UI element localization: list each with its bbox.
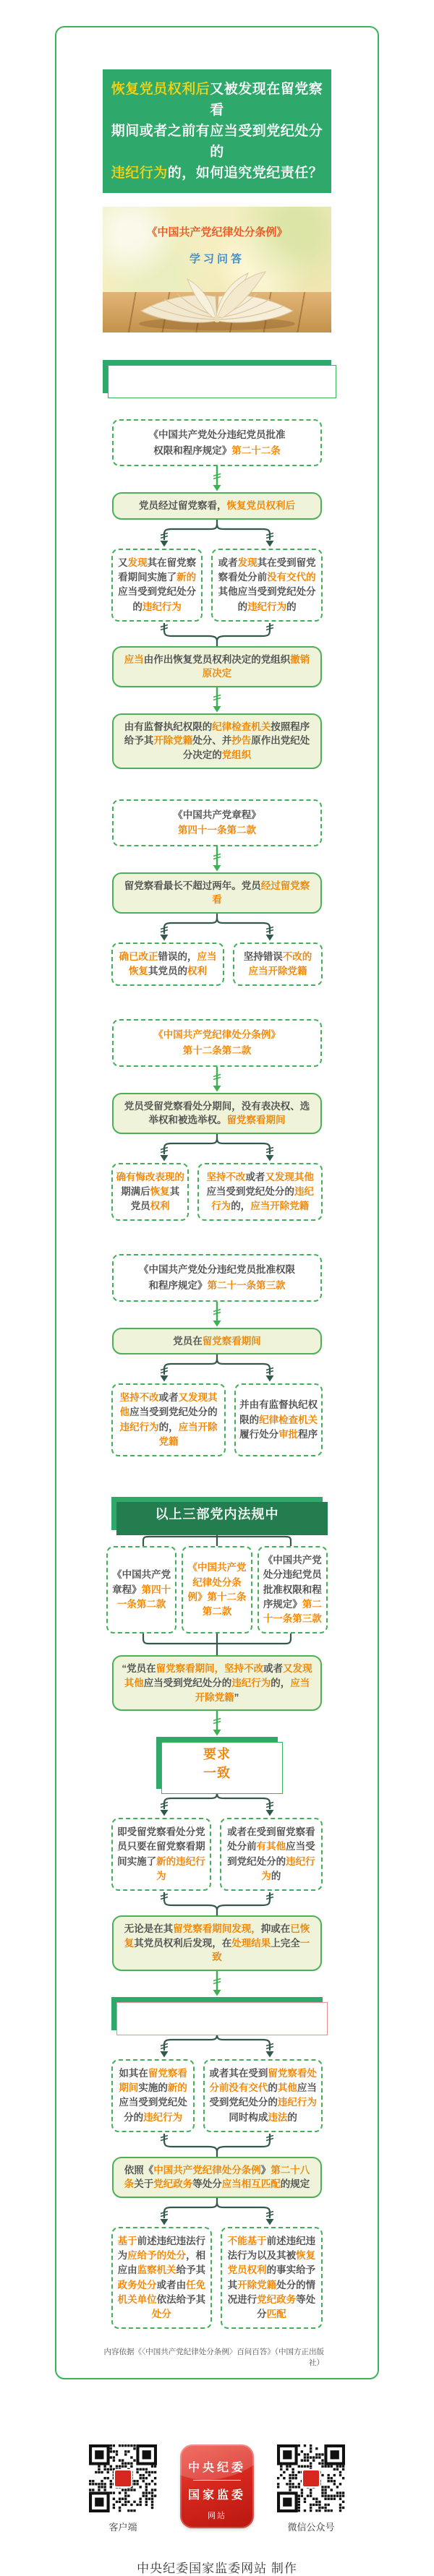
regulation-ref-box: 《中国共产党处分违纪党员批准权限 和程序规定》第二十一条第三款 — [112, 1254, 322, 1301]
case-box: 《中国共产党处分违纪党员批准权限和程序规定》第二十一条第三款 — [258, 1546, 328, 1633]
qr-code-wechat — [277, 2444, 345, 2512]
poster — [0, 26, 434, 2576]
footer — [0, 2444, 434, 2533]
branch-row — [111, 1383, 323, 1456]
site-logo — [180, 2444, 254, 2528]
case-box: 如其在留党察看期间实施的新的应当受到党纪处分的违纪行为 — [111, 2059, 195, 2132]
connector-arrow — [103, 1302, 331, 1328]
source-note: 内容依据《〈中国共产党纪律处分条例〉百问百答》（中国方正出版社） — [103, 2348, 324, 2368]
statement-box: 留党察看最长不超过两年。党员经过留党察看 — [112, 872, 322, 914]
credit-line: 中央纪委国家监委网站 制作 — [137, 2562, 297, 2576]
logo-line-2: 国家监委 — [187, 2489, 246, 2502]
statement-box: 党员受留党察看处分期间，没有表决权、选举权和被选举权。留党察看期间 — [112, 1093, 322, 1134]
connector-merge2 — [103, 2132, 331, 2157]
connector-arrow — [103, 846, 331, 872]
branch-row — [106, 1546, 328, 1633]
qr-center-logo — [114, 2469, 132, 2488]
book-hero — [103, 207, 331, 332]
connector-branch2 — [103, 520, 331, 549]
case-box: 《中国共产党章程》第四十一条第二款 — [106, 1546, 176, 1633]
branch-row — [111, 943, 323, 987]
section-banner: 以上三部党内法规中 — [111, 1497, 323, 1530]
logo-line-1: 中央纪委 — [187, 2462, 246, 2475]
qr-wechat-label: 微信公众号 — [287, 2522, 335, 2533]
connector-merge2 — [103, 1891, 331, 1915]
statement-box: 由有监督执纪权限的纪律检查机关按照程序给予其开除党籍处分、并抄告原作出党纪处分决定的党组织 — [112, 713, 322, 769]
book-title-text: 《中国共产党纪律处分条例》 — [146, 227, 288, 239]
connector-arrow — [103, 1971, 331, 1997]
section-banner: 规定在要求上完全一致 — [156, 1737, 278, 1789]
case-box: 确有悔改表现的 期满后恢复其 党员权利 — [111, 1163, 189, 1222]
qr-center-logo — [302, 2469, 320, 2488]
connector-arrow — [103, 466, 331, 492]
page-title: 恢复党员权利后又被发现在留党察看 期间或者之前有应当受到党纪处分的 违纪行为的，如何追究党纪责任？ — [103, 69, 331, 193]
logo-divider — [193, 2480, 241, 2481]
branch-row — [111, 1818, 323, 1891]
logo-line-3: 网站 — [208, 2512, 226, 2521]
case-box: 又发现其在留党察看期间实施了新的应当受到党纪处分的违纪行为 — [111, 549, 203, 622]
case-box: 即受留党察看处分党员只要在留党察看期间实施了新的违纪行为 — [111, 1818, 211, 1891]
statement-box: “党员在留党察看期间，坚持不改或者又发现其他应当受到党纪处分的违纪行为的，应当开除党籍” — [112, 1655, 322, 1711]
case-box: 不能基于前述违纪违法行为以及其被恢复党员权利的事实给予其开除党籍处分的情况进行党纪政务等处分匹配 — [221, 2227, 323, 2330]
poster-frame — [55, 26, 379, 2379]
connector-arrow — [103, 1067, 331, 1093]
case-box: 或者在受到留党察看处分前有其他应当受到党纪处分的违纪行为的 — [220, 1818, 323, 1891]
case-box: 《中国共产党纪律处分条例》第十二条第二款 — [182, 1546, 252, 1633]
connector-branch2 — [103, 1134, 331, 1163]
statement-box: 无论是在其留党察看期间发现，抑或在已恢复其党员权利后发现，在处理结果上完全一致 — [112, 1915, 322, 1971]
branch-row — [111, 2059, 323, 2132]
book-subtitle-text: 学习问答 — [189, 254, 244, 265]
case-box: 或者发现其在受到留党察看处分前没有交代的其他应当受到党纪处分的违纪行为的 — [211, 549, 323, 622]
connector-arrow — [103, 1711, 331, 1737]
branch-row — [111, 549, 323, 622]
connector-arrow — [103, 687, 331, 713]
case-box: 基于前述违纪违法行为应给予的处分，相应由监察机关给予其政务处分或者由任免机关单位依法给予其处分 — [111, 2227, 212, 2330]
section-banner: 需要指出的是 此种情形下 — [111, 1997, 323, 2030]
regulation-ref-box: 《中国共产党章程》 第四十一条第二款 — [112, 799, 322, 846]
statement-box: 党员经过留党察看，恢复党员权利后 — [112, 492, 322, 520]
branch-row — [111, 2227, 323, 2330]
case-box: 并由有监督执纪权限的纪律检查机关履行处分审批程序 — [234, 1383, 323, 1456]
connector-branch2 — [103, 1354, 331, 1383]
case-box: 确已改正错误的，应当恢复其党员的权利 — [111, 943, 224, 987]
qr-client-label: 客户端 — [109, 2522, 137, 2533]
qr-code-client — [89, 2444, 157, 2512]
regulation-ref-box: 《中国共产党处分违纪党员批准 权限和程序规定》第二十二条 — [112, 419, 322, 466]
connector-merge2 — [103, 622, 331, 646]
open-book-illustration — [127, 256, 307, 331]
case-box: 坚持错误不改的 应当开除党籍 — [233, 943, 323, 987]
statement-box: 党员在留党察看期间 — [112, 1328, 322, 1355]
connector-branch2 — [103, 914, 331, 943]
regulation-ref-box: 《中国共产党纪律处分条例》 第十二条第二款 — [112, 1019, 322, 1066]
connector-merge3 — [103, 1633, 331, 1655]
branch-row — [111, 1163, 323, 1222]
section-banner: 相关党内法规规定 — [103, 360, 331, 393]
statement-box: 依照《中国共产党纪律处分条例》第二十八条关于党纪政务等处分应当相互匹配的规定 — [112, 2157, 322, 2198]
case-box: 或者其在受到留党察看处分前没有交代的其他应当受到党纪处分的违纪行为同时构成违法的 — [203, 2059, 323, 2132]
statement-box: 应当由作出恢复党员权利决定的党组织撤销原决定 — [112, 646, 322, 687]
connector-branch2 — [103, 2198, 331, 2227]
case-box: 坚持不改或者又发现其他应当受到党纪处分的违纪行为的，应当开除党籍 — [111, 1383, 226, 1456]
flowchart — [103, 360, 331, 2329]
case-box: 坚持不改或者又发现其他应当受到党纪处分的违纪行为的，应当开除党籍 — [197, 1163, 323, 1222]
